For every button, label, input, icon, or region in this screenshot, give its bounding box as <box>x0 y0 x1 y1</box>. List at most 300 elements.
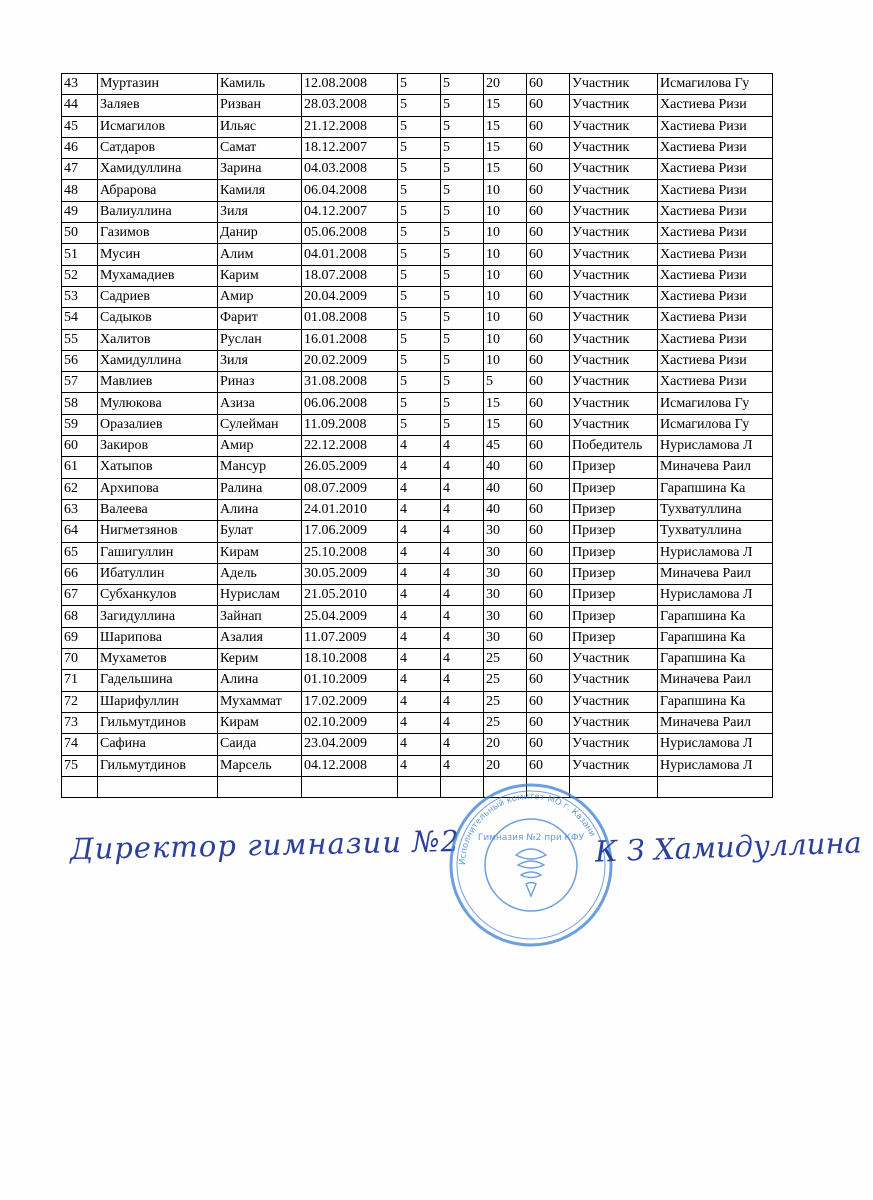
cell-teacher: Гарапшина Ка <box>658 606 773 627</box>
cell-max: 60 <box>527 755 570 776</box>
cell-name: Азалия <box>218 627 302 648</box>
cell-grade: 4 <box>398 649 441 670</box>
cell-score: 25 <box>484 691 527 712</box>
cell-max: 60 <box>527 137 570 158</box>
cell-max: 60 <box>527 350 570 371</box>
cell-status: Участник <box>570 201 658 222</box>
cell-teacher: Хастиева Ризи <box>658 244 773 265</box>
table-row <box>62 776 773 797</box>
cell-number: 52 <box>62 265 98 286</box>
cell-birthdate: 20.02.2009 <box>302 350 398 371</box>
cell-status: Участник <box>570 159 658 180</box>
cell-score: 15 <box>484 137 527 158</box>
cell-score: 45 <box>484 436 527 457</box>
cell-max: 60 <box>527 563 570 584</box>
cell-grade: 5 <box>398 137 441 158</box>
cell-birthdate: 11.09.2008 <box>302 414 398 435</box>
cell-birthdate: 04.03.2008 <box>302 159 398 180</box>
cell-status: Участник <box>570 180 658 201</box>
cell-status: Участник <box>570 691 658 712</box>
cell-number: 69 <box>62 627 98 648</box>
cell-teacher: Миначева Раил <box>658 712 773 733</box>
cell-surname: Мусин <box>98 244 218 265</box>
cell-max: 60 <box>527 457 570 478</box>
cell-surname: Мулюкова <box>98 393 218 414</box>
cell-score: 30 <box>484 542 527 563</box>
cell-grade: 4 <box>398 755 441 776</box>
table-body <box>62 74 773 798</box>
cell-grade: 4 <box>398 606 441 627</box>
cell-birthdate: 16.01.2008 <box>302 329 398 350</box>
cell-max: 60 <box>527 499 570 520</box>
cell-birthdate: 04.12.2008 <box>302 755 398 776</box>
cell-class: 5 <box>441 223 484 244</box>
cell-score: 15 <box>484 393 527 414</box>
cell-class: 4 <box>441 734 484 755</box>
cell-max: 60 <box>527 329 570 350</box>
cell-grade: 5 <box>398 116 441 137</box>
cell-birthdate: 04.12.2007 <box>302 201 398 222</box>
cell-teacher: Хастиева Ризи <box>658 350 773 371</box>
cell-number: 67 <box>62 585 98 606</box>
cell-name: Самат <box>218 137 302 158</box>
table-row <box>62 308 773 329</box>
cell-name: Кирам <box>218 712 302 733</box>
cell-teacher: Нурисламова Л <box>658 436 773 457</box>
cell-grade: 4 <box>398 627 441 648</box>
table-row <box>62 436 773 457</box>
cell-score: 5 <box>484 372 527 393</box>
cell-grade: 4 <box>398 436 441 457</box>
cell-teacher: Тухватуллина <box>658 521 773 542</box>
cell-teacher: Миначева Раил <box>658 670 773 691</box>
cell-teacher: Хастиева Ризи <box>658 372 773 393</box>
cell-score: 30 <box>484 563 527 584</box>
cell-name: Амир <box>218 436 302 457</box>
cell-number: 75 <box>62 755 98 776</box>
cell-surname: Хамидуллина <box>98 350 218 371</box>
cell-teacher: Нурисламова Л <box>658 542 773 563</box>
cell-name: Зарина <box>218 159 302 180</box>
cell-score: 15 <box>484 414 527 435</box>
cell-grade: 5 <box>398 329 441 350</box>
cell-number: 47 <box>62 159 98 180</box>
cell-class: 4 <box>441 457 484 478</box>
cell-surname: Архипова <box>98 478 218 499</box>
cell-class: 5 <box>441 329 484 350</box>
table-row <box>62 137 773 158</box>
cell-name: Марсель <box>218 755 302 776</box>
cell-class: 5 <box>441 180 484 201</box>
cell-score: 10 <box>484 350 527 371</box>
cell-grade: 4 <box>398 563 441 584</box>
cell-class: 5 <box>441 393 484 414</box>
cell-surname: Гадельшина <box>98 670 218 691</box>
cell-number: 51 <box>62 244 98 265</box>
cell-grade: 5 <box>398 223 441 244</box>
cell-name: Амир <box>218 286 302 307</box>
cell-number: 70 <box>62 649 98 670</box>
table-row <box>62 585 773 606</box>
cell-max: 60 <box>527 244 570 265</box>
cell-teacher: Хастиева Ризи <box>658 223 773 244</box>
cell-name: Булат <box>218 521 302 542</box>
cell-number: 57 <box>62 372 98 393</box>
cell-birthdate: 31.08.2008 <box>302 372 398 393</box>
cell-birthdate: 25.04.2009 <box>302 606 398 627</box>
cell-max: 60 <box>527 585 570 606</box>
cell-teacher: Гарапшина Ка <box>658 649 773 670</box>
cell-teacher: Исмагилова Гу <box>658 414 773 435</box>
cell-surname: Ибатуллин <box>98 563 218 584</box>
cell-name: Ильяс <box>218 116 302 137</box>
cell-name: Зиля <box>218 201 302 222</box>
cell-status: Призер <box>570 585 658 606</box>
cell-surname: Абрарова <box>98 180 218 201</box>
cell-score: 40 <box>484 457 527 478</box>
cell-number: 62 <box>62 478 98 499</box>
cell-score: 30 <box>484 606 527 627</box>
cell-grade: 4 <box>398 499 441 520</box>
cell-max: 60 <box>527 670 570 691</box>
cell-score: 10 <box>484 308 527 329</box>
cell-birthdate: 12.08.2008 <box>302 74 398 95</box>
cell-score: 25 <box>484 649 527 670</box>
cell-birthdate: 06.06.2008 <box>302 393 398 414</box>
table-row <box>62 414 773 435</box>
cell-class: 4 <box>441 478 484 499</box>
cell-max: 60 <box>527 734 570 755</box>
cell-number: 65 <box>62 542 98 563</box>
cell-max: 60 <box>527 180 570 201</box>
table-row <box>62 499 773 520</box>
cell-class: 5 <box>441 116 484 137</box>
cell-status: Участник <box>570 393 658 414</box>
cell-status: Участник <box>570 372 658 393</box>
cell-max: 60 <box>527 649 570 670</box>
cell-status: Участник <box>570 670 658 691</box>
cell-surname: Шарипова <box>98 627 218 648</box>
director-name-signature: К З Хамидуллина <box>594 825 863 869</box>
cell-grade: 5 <box>398 393 441 414</box>
cell-number: 66 <box>62 563 98 584</box>
cell-surname: Сатдаров <box>98 137 218 158</box>
cell-name: Зайнап <box>218 606 302 627</box>
cell-birthdate: 02.10.2009 <box>302 712 398 733</box>
cell-surname: Газимов <box>98 223 218 244</box>
cell-birthdate: 18.07.2008 <box>302 265 398 286</box>
cell-surname: Загидуллина <box>98 606 218 627</box>
cell-max: 60 <box>527 606 570 627</box>
cell-class: 5 <box>441 74 484 95</box>
cell-name: Мансур <box>218 457 302 478</box>
cell-name: Ралина <box>218 478 302 499</box>
cell-teacher: Хастиева Ризи <box>658 95 773 116</box>
cell-status: Участник <box>570 137 658 158</box>
cell-class: 4 <box>441 521 484 542</box>
cell-surname: Оразалиев <box>98 414 218 435</box>
cell-grade: 4 <box>398 585 441 606</box>
cell-surname: Хамидуллина <box>98 159 218 180</box>
cell-number: 59 <box>62 414 98 435</box>
table-row <box>62 670 773 691</box>
cell-status: Участник <box>570 74 658 95</box>
cell-number <box>62 776 98 797</box>
cell-class: 4 <box>441 712 484 733</box>
cell-teacher: Гарапшина Ка <box>658 478 773 499</box>
cell-status: Участник <box>570 350 658 371</box>
table-row <box>62 372 773 393</box>
cell-score: 25 <box>484 712 527 733</box>
cell-birthdate <box>302 776 398 797</box>
cell-surname: Сафина <box>98 734 218 755</box>
cell-birthdate: 04.01.2008 <box>302 244 398 265</box>
cell-status: Участник <box>570 755 658 776</box>
cell-birthdate: 11.07.2009 <box>302 627 398 648</box>
cell-grade: 5 <box>398 159 441 180</box>
cell-grade: 5 <box>398 286 441 307</box>
cell-score: 40 <box>484 499 527 520</box>
table-row <box>62 734 773 755</box>
cell-teacher: Хастиева Ризи <box>658 137 773 158</box>
cell-name: Зиля <box>218 350 302 371</box>
cell-class: 4 <box>441 627 484 648</box>
cell-surname: Мавлиев <box>98 372 218 393</box>
cell-birthdate: 21.12.2008 <box>302 116 398 137</box>
cell-class: 4 <box>441 670 484 691</box>
cell-number: 72 <box>62 691 98 712</box>
cell-surname: Шарифуллин <box>98 691 218 712</box>
cell-birthdate: 01.10.2009 <box>302 670 398 691</box>
cell-status: Призер <box>570 563 658 584</box>
table-row <box>62 712 773 733</box>
cell-surname <box>98 776 218 797</box>
table-row <box>62 563 773 584</box>
cell-name: Саида <box>218 734 302 755</box>
cell-teacher: Хастиева Ризи <box>658 159 773 180</box>
cell-birthdate: 22.12.2008 <box>302 436 398 457</box>
cell-number: 49 <box>62 201 98 222</box>
cell-surname: Гильмутдинов <box>98 712 218 733</box>
table-row <box>62 265 773 286</box>
cell-grade: 5 <box>398 414 441 435</box>
table-row <box>62 223 773 244</box>
cell-status: Участник <box>570 244 658 265</box>
cell-name: Алина <box>218 670 302 691</box>
cell-teacher: Нурисламова Л <box>658 585 773 606</box>
cell-teacher: Хастиева Ризи <box>658 201 773 222</box>
cell-grade: 5 <box>398 265 441 286</box>
cell-max: 60 <box>527 542 570 563</box>
cell-max: 60 <box>527 286 570 307</box>
cell-birthdate: 30.05.2009 <box>302 563 398 584</box>
cell-max: 60 <box>527 95 570 116</box>
table-row <box>62 606 773 627</box>
cell-birthdate: 08.07.2009 <box>302 478 398 499</box>
cell-teacher: Нурисламова Л <box>658 734 773 755</box>
cell-class: 4 <box>441 563 484 584</box>
cell-score: 10 <box>484 286 527 307</box>
cell-status: Призер <box>570 478 658 499</box>
cell-surname: Валиуллина <box>98 201 218 222</box>
cell-score: 25 <box>484 670 527 691</box>
cell-birthdate: 18.10.2008 <box>302 649 398 670</box>
cell-birthdate: 05.06.2008 <box>302 223 398 244</box>
cell-number: 68 <box>62 606 98 627</box>
cell-max: 60 <box>527 478 570 499</box>
cell-teacher: Хастиева Ризи <box>658 116 773 137</box>
cell-number: 53 <box>62 286 98 307</box>
table-row <box>62 180 773 201</box>
table-row <box>62 286 773 307</box>
cell-class: 5 <box>441 244 484 265</box>
cell-birthdate: 01.08.2008 <box>302 308 398 329</box>
cell-number: 56 <box>62 350 98 371</box>
cell-number: 73 <box>62 712 98 733</box>
cell-grade: 4 <box>398 478 441 499</box>
cell-surname: Муртазин <box>98 74 218 95</box>
table-row <box>62 649 773 670</box>
cell-status: Участник <box>570 286 658 307</box>
seal-mid-ring <box>457 791 605 939</box>
cell-grade: 5 <box>398 201 441 222</box>
cell-name: Данир <box>218 223 302 244</box>
cell-status: Победитель <box>570 436 658 457</box>
table-row <box>62 159 773 180</box>
table-row <box>62 74 773 95</box>
cell-status: Участник <box>570 265 658 286</box>
table-row <box>62 244 773 265</box>
cell-max: 60 <box>527 116 570 137</box>
cell-name: Мухаммат <box>218 691 302 712</box>
table-row <box>62 755 773 776</box>
cell-class: 4 <box>441 755 484 776</box>
cell-score: 20 <box>484 734 527 755</box>
cell-name: Кирам <box>218 542 302 563</box>
cell-grade: 4 <box>398 521 441 542</box>
cell-number: 50 <box>62 223 98 244</box>
cell-surname: Нигметзянов <box>98 521 218 542</box>
cell-name: Камиль <box>218 74 302 95</box>
director-signature-line: Директор гимназии №2 <box>69 823 461 867</box>
table-row <box>62 95 773 116</box>
cell-score: 20 <box>484 755 527 776</box>
cell-status: Участник <box>570 414 658 435</box>
table-row <box>62 393 773 414</box>
cell-name: Сулейман <box>218 414 302 435</box>
cell-score: 30 <box>484 585 527 606</box>
cell-number: 74 <box>62 734 98 755</box>
cell-surname: Валеева <box>98 499 218 520</box>
cell-class: 5 <box>441 350 484 371</box>
cell-name: Адель <box>218 563 302 584</box>
cell-max: 60 <box>527 372 570 393</box>
cell-surname: Исмагилов <box>98 116 218 137</box>
cell-name: Керим <box>218 649 302 670</box>
cell-status: Участник <box>570 116 658 137</box>
cell-number: 64 <box>62 521 98 542</box>
cell-score: 30 <box>484 521 527 542</box>
cell-birthdate: 06.04.2008 <box>302 180 398 201</box>
cell-birthdate: 25.10.2008 <box>302 542 398 563</box>
cell-max: 60 <box>527 414 570 435</box>
cell-score: 10 <box>484 244 527 265</box>
cell-status: Участник <box>570 95 658 116</box>
cell-surname: Субханкулов <box>98 585 218 606</box>
cell-class: 5 <box>441 137 484 158</box>
cell-class: 4 <box>441 542 484 563</box>
cell-class: 5 <box>441 414 484 435</box>
cell-status: Участник <box>570 223 658 244</box>
cell-max: 60 <box>527 521 570 542</box>
cell-birthdate: 28.03.2008 <box>302 95 398 116</box>
table-row <box>62 691 773 712</box>
cell-name: Ризван <box>218 95 302 116</box>
cell-score: 10 <box>484 180 527 201</box>
cell-grade: 4 <box>398 712 441 733</box>
table-row <box>62 521 773 542</box>
cell-max: 60 <box>527 436 570 457</box>
cell-name: Руслан <box>218 329 302 350</box>
seal-emblem-icon <box>516 849 546 896</box>
cell-class: 4 <box>441 499 484 520</box>
cell-teacher: Тухватуллина <box>658 499 773 520</box>
cell-score: 15 <box>484 95 527 116</box>
cell-surname: Закиров <box>98 436 218 457</box>
cell-status: Участник <box>570 329 658 350</box>
cell-birthdate: 21.05.2010 <box>302 585 398 606</box>
seal-outer-ring <box>451 785 611 945</box>
cell-number: 44 <box>62 95 98 116</box>
cell-score: 15 <box>484 116 527 137</box>
cell-number: 60 <box>62 436 98 457</box>
cell-class: 4 <box>441 585 484 606</box>
cell-grade: 5 <box>398 74 441 95</box>
cell-teacher: Исмагилова Гу <box>658 74 773 95</box>
cell-birthdate: 26.05.2009 <box>302 457 398 478</box>
cell-surname: Мухаметов <box>98 649 218 670</box>
table-row <box>62 116 773 137</box>
cell-status: Участник <box>570 649 658 670</box>
cell-max: 60 <box>527 201 570 222</box>
official-seal <box>446 780 616 950</box>
cell-surname: Садриев <box>98 286 218 307</box>
cell-class: 5 <box>441 265 484 286</box>
table-row <box>62 627 773 648</box>
cell-status: Участник <box>570 308 658 329</box>
cell-teacher: Хастиева Ризи <box>658 308 773 329</box>
cell-grade: 5 <box>398 180 441 201</box>
cell-teacher: Миначева Раил <box>658 563 773 584</box>
cell-birthdate: 24.01.2010 <box>302 499 398 520</box>
cell-teacher: Хастиева Ризи <box>658 286 773 307</box>
cell-status: Призер <box>570 521 658 542</box>
cell-surname: Гильмутдинов <box>98 755 218 776</box>
cell-class: 4 <box>441 436 484 457</box>
cell-number: 43 <box>62 74 98 95</box>
cell-name: Азиза <box>218 393 302 414</box>
cell-surname: Заляев <box>98 95 218 116</box>
cell-surname: Хатыпов <box>98 457 218 478</box>
table-row <box>62 329 773 350</box>
cell-grade: 4 <box>398 457 441 478</box>
cell-class: 5 <box>441 201 484 222</box>
cell-class: 5 <box>441 159 484 180</box>
cell-number: 61 <box>62 457 98 478</box>
cell-teacher: Нурисламова Л <box>658 755 773 776</box>
cell-max: 60 <box>527 691 570 712</box>
cell-number: 55 <box>62 329 98 350</box>
